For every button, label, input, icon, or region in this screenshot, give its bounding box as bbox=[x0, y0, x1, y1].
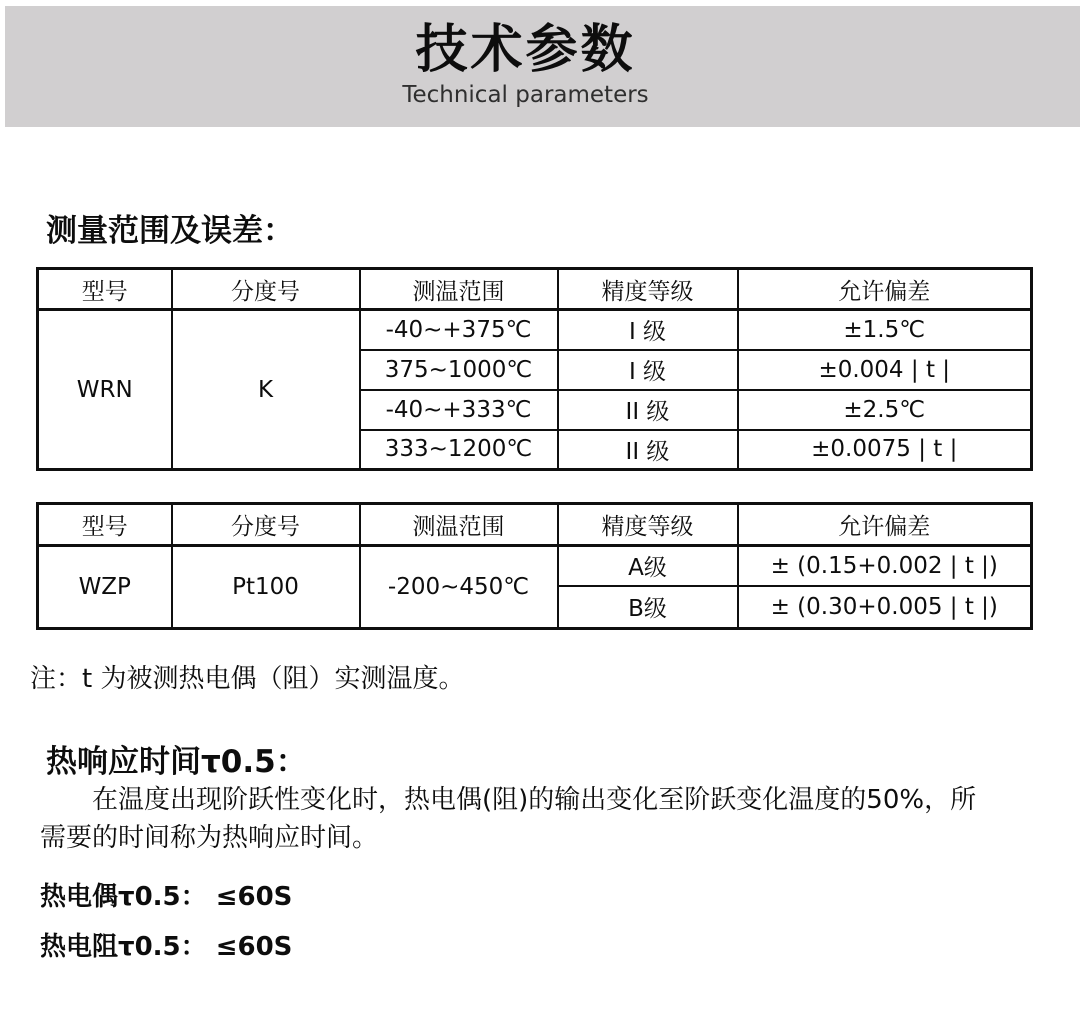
range-value: -200~450℃ bbox=[387, 574, 530, 600]
thermal-response-paragraph: 在温度出现阶跃性变化时，热电偶(阻)的输出变化至阶跃变化温度的50%，所需要的时间称为热响应时间。 bbox=[40, 785, 977, 853]
column-header-grade: 精度等级 bbox=[558, 504, 738, 546]
cell-grade: B级 bbox=[558, 586, 738, 629]
measure-range-heading: 测量范围及误差： bbox=[46, 213, 294, 249]
column-header-deviation: 允许偏差 bbox=[738, 504, 1032, 546]
cell-deviation: ±1.5℃ bbox=[738, 310, 1032, 350]
cell-range: -40~+333℃ bbox=[360, 390, 558, 430]
cell-grade: I 级 bbox=[558, 310, 738, 350]
page-subtitle: Technical parameters bbox=[402, 82, 649, 108]
cell-range bbox=[360, 546, 558, 629]
table-row bbox=[38, 310, 1032, 350]
cell-deviation: ±2.5℃ bbox=[738, 390, 1032, 430]
cell-deviation: ±0.004 | t | bbox=[738, 350, 1032, 390]
header-band bbox=[5, 6, 1080, 127]
cell-deviation: ±0.0075 | t | bbox=[738, 430, 1032, 470]
cell-model bbox=[38, 546, 172, 629]
graduation-value: Pt100 bbox=[232, 574, 299, 600]
table-row bbox=[38, 546, 1032, 586]
column-header-graduation: 分度号 bbox=[172, 269, 360, 310]
cell-grade: A级 bbox=[558, 546, 738, 586]
cell-model bbox=[38, 310, 172, 470]
cell-range: -40~+375℃ bbox=[360, 310, 558, 350]
column-header-model: 型号 bbox=[38, 504, 172, 546]
cell-graduation bbox=[172, 310, 360, 470]
note-text: 注：t 为被测热电偶（阻）实测温度。 bbox=[30, 664, 465, 694]
rtd-response-line: 热电阻τ0.5： ≤60S bbox=[40, 932, 293, 962]
table-header-row bbox=[38, 504, 1032, 546]
cell-grade: II 级 bbox=[558, 390, 738, 430]
cell-range: 333~1200℃ bbox=[360, 430, 558, 470]
column-header-range: 测温范围 bbox=[360, 504, 558, 546]
table-header-row bbox=[38, 269, 1032, 310]
column-header-grade: 精度等级 bbox=[558, 269, 738, 310]
thermocouple-response-line: 热电偶τ0.5： ≤60S bbox=[40, 882, 293, 912]
thermocouple-spec-table bbox=[36, 267, 1033, 471]
column-header-range: 测温范围 bbox=[360, 269, 558, 310]
cell-graduation bbox=[172, 546, 360, 629]
model-value: WRN bbox=[76, 376, 133, 403]
model-value: WZP bbox=[78, 574, 131, 600]
page-title: 技术参数 bbox=[415, 20, 636, 80]
cell-range: 375~1000℃ bbox=[360, 350, 558, 390]
header-band-inner bbox=[0, 21, 1063, 108]
column-header-deviation: 允许偏差 bbox=[738, 269, 1032, 310]
cell-grade: I 级 bbox=[558, 350, 738, 390]
graduation-value: K bbox=[257, 376, 274, 403]
cell-deviation: ± (0.30+0.005 | t |) bbox=[738, 586, 1032, 629]
cell-grade: II 级 bbox=[558, 430, 738, 470]
column-header-model: 型号 bbox=[38, 269, 172, 310]
cell-deviation: ± (0.15+0.002 | t |) bbox=[738, 546, 1032, 586]
column-header-graduation: 分度号 bbox=[172, 504, 360, 546]
rtd-spec-table bbox=[36, 502, 1033, 630]
thermal-response-heading: 热响应时间τ0.5： bbox=[46, 744, 307, 780]
